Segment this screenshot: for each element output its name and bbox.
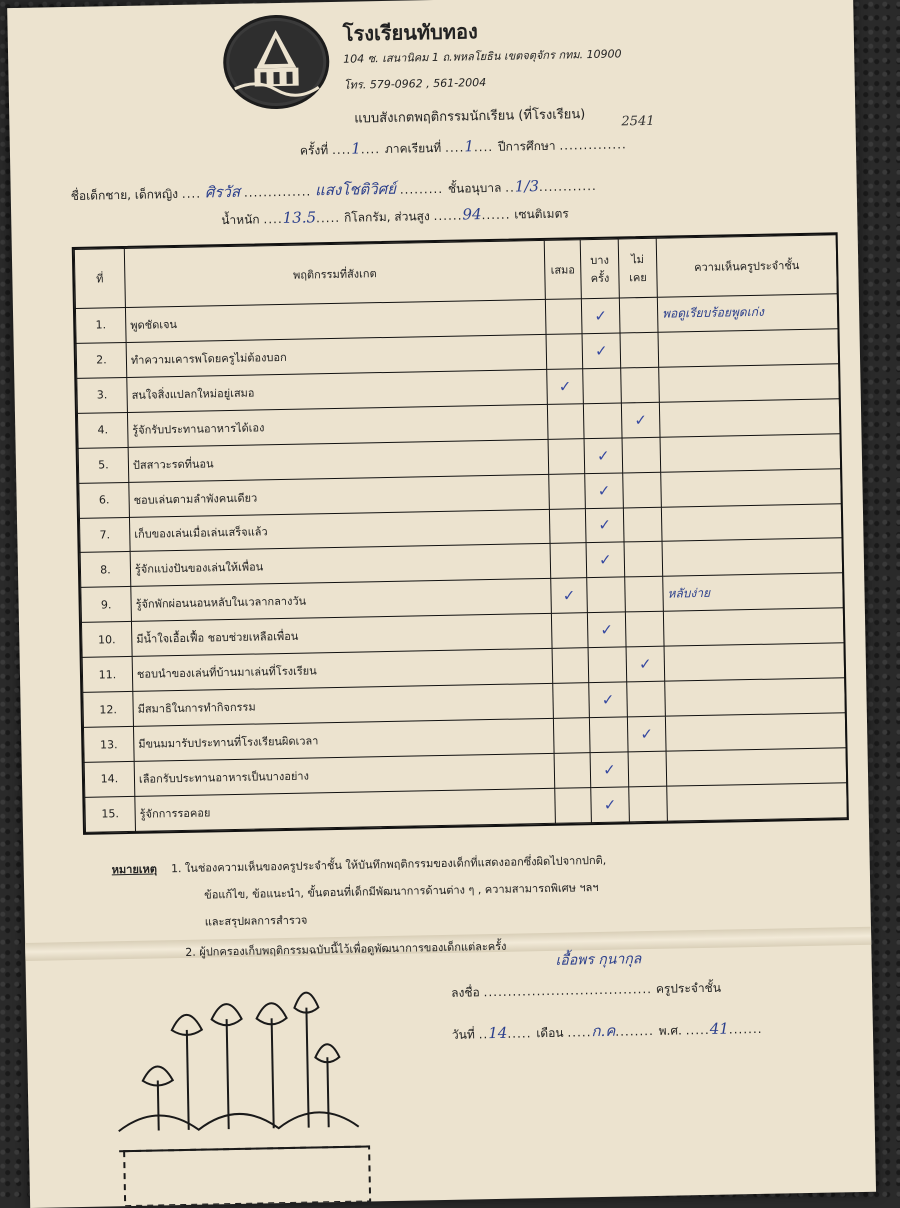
check-never — [625, 577, 664, 613]
notes-label: หมายเหตุ — [111, 862, 158, 877]
weight-height-line: น้ำหนัก ....13.5..... กิโลกรัม, ส่วนสูง ......94...... เซนติเมตร — [221, 205, 569, 228]
behavior-text: สนใจสิ่งแปลกใหม่อยู่เสมอ — [127, 369, 548, 412]
form-title: แบบสังเกตพฤติกรรมนักเรียน (ที่โรงเรียน) — [354, 107, 586, 127]
height-unit: เซนติเมตร — [514, 206, 569, 222]
class-label: ชั้นอนุบาล — [447, 180, 502, 196]
check-always: ✓ — [551, 578, 588, 614]
row-number: 2. — [76, 342, 127, 378]
teacher-signature: เอื้อพร กุนากุล — [555, 951, 642, 969]
student-first-name: ศิรวัส — [204, 182, 241, 202]
check-always — [547, 403, 584, 439]
notes-section — [111, 843, 812, 937]
behavior-text: มีน้ำใจเอื้อเฟื้อ ชอบช่วยเหลือเพื่อน — [131, 614, 552, 657]
check-always — [553, 683, 590, 719]
row-number: 8. — [80, 552, 131, 588]
header-no: ที่ — [74, 248, 125, 308]
behavior-text: รู้จักการรอคอย — [135, 788, 556, 831]
teacher-comment — [664, 643, 845, 681]
student-name-line: ชื่อเด็กชาย, เด็กหญิง .... ศิรวัส .............. แสงโชติวิศย์ ......... ชั้นอนุบาล ..1/3............ — [70, 177, 597, 203]
weight-label: น้ำหนัก — [221, 212, 260, 228]
teacher-comment — [665, 678, 846, 716]
be-year-label: พ.ศ. — [658, 1023, 682, 1038]
month-value: ก.ค — [591, 1021, 616, 1041]
check-never — [620, 332, 659, 368]
check-sometimes: ✓ — [585, 473, 624, 509]
check-always — [555, 788, 592, 824]
teacher-comment — [658, 329, 839, 367]
check-never — [627, 681, 666, 717]
check-never — [621, 367, 660, 403]
behavior-text: ทำความเคารพโดยครูไม่ต้องบอก — [126, 334, 547, 377]
header-never: ไม่เคย — [618, 238, 657, 298]
school-name: โรงเรียนทับทอง — [342, 19, 478, 46]
check-sometimes — [588, 647, 627, 683]
signature-area — [451, 951, 831, 1043]
check-always: ✓ — [547, 369, 584, 405]
row-number: 5. — [78, 447, 129, 483]
check-never — [622, 437, 661, 473]
check-always — [553, 718, 590, 754]
check-always — [549, 508, 586, 544]
header-always: เสมอ — [544, 240, 581, 300]
teacher-comment: พอดูเรียบร้อยพูดเก่ง — [657, 294, 838, 332]
date-label: วันที่ — [451, 1027, 475, 1042]
behavior-text: ชอบเล่นตามลำพังคนเดียว — [129, 474, 550, 517]
check-always — [545, 299, 582, 335]
row-number: 10. — [81, 622, 132, 658]
row-number: 3. — [77, 377, 128, 413]
sign-line: ลงชื่อ ................................... ครูประจำชั้น — [451, 980, 722, 1000]
check-sometimes — [583, 368, 622, 404]
row-number: 11. — [82, 657, 133, 693]
row-number: 9. — [81, 587, 132, 623]
check-never — [628, 751, 667, 787]
teacher-comment — [659, 364, 840, 402]
height-value: 94 — [462, 205, 482, 224]
check-sometimes: ✓ — [586, 542, 625, 578]
month-label: เดือน — [536, 1025, 564, 1041]
behavior-text: เก็บของเล่นเมื่อเล่นเสร็จแล้ว — [129, 509, 550, 552]
student-last-name: แสงโชติวิศย์ — [314, 179, 397, 200]
weight-value: 13.5 — [282, 208, 317, 227]
header-comment: ความเห็นครูประจำชั้น — [656, 235, 837, 297]
behavior-form-paper — [7, 0, 876, 1208]
weight-unit: กิโลกรัม, — [343, 209, 391, 225]
note-1-line-3: และสรุปผลการสำรวจ — [204, 913, 308, 929]
check-never — [624, 542, 663, 578]
teacher-comment — [662, 538, 843, 576]
year-label: ปีการศึกษา — [497, 138, 556, 154]
header-behavior: พฤติกรรมที่สังเกต — [124, 240, 545, 307]
teacher-comment — [667, 783, 848, 822]
row-number: 6. — [79, 482, 130, 518]
behavior-table — [72, 232, 849, 835]
behavior-text: ปัสสาวะรดที่นอน — [128, 439, 549, 482]
check-always — [551, 613, 588, 649]
row-number: 14. — [84, 761, 135, 797]
teacher-comment — [661, 468, 842, 506]
check-sometimes: ✓ — [590, 752, 629, 788]
check-never — [623, 472, 662, 508]
row-number: 15. — [85, 796, 136, 832]
note-2: 2. ผู้ปกครองเก็บพฤติกรรมฉบับนี้ไว้เพื่อดูพัฒนาการของเด็กแต่ละครั้ง — [185, 939, 507, 959]
check-sometimes — [587, 577, 626, 613]
teacher-comment: หลับง่าย — [663, 573, 844, 611]
row-number: 4. — [77, 412, 128, 448]
teacher-comment — [665, 713, 846, 751]
row-number: 13. — [83, 726, 134, 762]
check-sometimes: ✓ — [589, 682, 628, 718]
teacher-comment — [661, 503, 842, 541]
height-label: ส่วนสูง — [394, 209, 430, 224]
check-never: ✓ — [621, 402, 660, 438]
name-label: ชื่อเด็กชาย, เด็กหญิง — [70, 186, 179, 203]
behavior-text: ชอบนำของเล่นที่บ้านมาเล่นที่โรงเรียน — [132, 649, 553, 692]
check-sometimes: ✓ — [591, 787, 630, 823]
term-label: ครั้งที่ — [299, 143, 329, 158]
row-number: 7. — [79, 517, 130, 553]
check-sometimes: ✓ — [587, 612, 626, 648]
check-always — [548, 438, 585, 474]
check-always — [549, 473, 586, 509]
school-header — [222, 5, 784, 106]
check-always — [554, 753, 591, 789]
check-sometimes: ✓ — [584, 438, 623, 474]
tulip-illustration — [96, 976, 380, 1206]
note-1-line-2: ข้อแก้ไข, ข้อแนะนำ, ขั้นตอนที่เด็กมีพัฒนาการด้านต่าง ๆ , ความสามารถพิเศษ ฯลฯ — [204, 880, 599, 902]
check-always — [550, 543, 587, 579]
behavior-text: มีขนมมารับประทานที่โรงเรียนผิดเวลา — [133, 718, 554, 761]
row-number: 1. — [75, 307, 126, 343]
check-always — [546, 334, 583, 370]
term-line: ครั้งที่ ....1.... ภาคเรียนที่ ....1.... ปีการศึกษา .............. — [299, 137, 627, 158]
check-sometimes: ✓ — [585, 507, 624, 543]
check-never — [629, 786, 668, 822]
note-1-line-1: 1. ในช่องความเห็นของครูประจำชั้น ให้บันทึกพฤติกรรมของเด็กที่แสดงออกซึ่งผิดไปจากปกติ, — [170, 853, 607, 876]
school-phone: โทร. 579-0962 , 561-2004 — [343, 76, 487, 92]
behavior-text: มีสมาธิในการทำกิจกรรม — [133, 683, 554, 726]
term-value: 1 — [351, 139, 361, 158]
behavior-text: รู้จักแบ่งปันของเล่นให้เพื่อน — [130, 544, 551, 587]
semester-value: 1 — [464, 137, 475, 156]
check-sometimes — [583, 403, 622, 439]
behavior-text: พูดชัดเจน — [125, 299, 546, 342]
teacher-comment — [663, 608, 844, 646]
check-never — [619, 297, 658, 333]
row-number: 12. — [83, 692, 134, 728]
sign-label: ลงชื่อ — [451, 985, 480, 1000]
teacher-role: ครูประจำชั้น — [655, 980, 722, 996]
teacher-comment — [666, 748, 847, 786]
check-never — [623, 507, 662, 543]
behavior-text: รู้จักพักผ่อนนอนหลับในเวลากลางวัน — [131, 579, 552, 622]
behavior-text: เลือกรับประทานอาหารเป็นบางอย่าง — [134, 753, 555, 796]
check-always — [552, 648, 589, 684]
check-sometimes: ✓ — [582, 333, 621, 369]
school-address: 104 ซ. เสนานิคม 1 ถ.พหลโยธิน เขตจตุจักร กทม. 10900 — [343, 47, 622, 66]
date-value: 14 — [488, 1023, 508, 1043]
teacher-comment — [660, 433, 841, 471]
check-sometimes: ✓ — [581, 298, 620, 334]
check-never: ✓ — [627, 716, 666, 752]
be-year-value: 41 — [709, 1019, 729, 1038]
class-value: 1/3 — [514, 177, 540, 196]
check-never — [625, 611, 664, 647]
header-sometimes: บางครั้ง — [580, 239, 619, 299]
date-line: วันที่ ..14..... เดือน .....ก.ค........ พ.ศ. .....41....... — [451, 1019, 763, 1043]
academic-year-value: 2541 — [621, 113, 655, 130]
teacher-comment — [659, 399, 840, 437]
check-sometimes — [589, 717, 628, 753]
semester-label: ภาคเรียนที่ — [384, 140, 442, 156]
check-never: ✓ — [626, 646, 665, 682]
behavior-text: รู้จักรับประทานอาหารได้เอง — [127, 404, 548, 447]
school-logo — [222, 14, 330, 110]
